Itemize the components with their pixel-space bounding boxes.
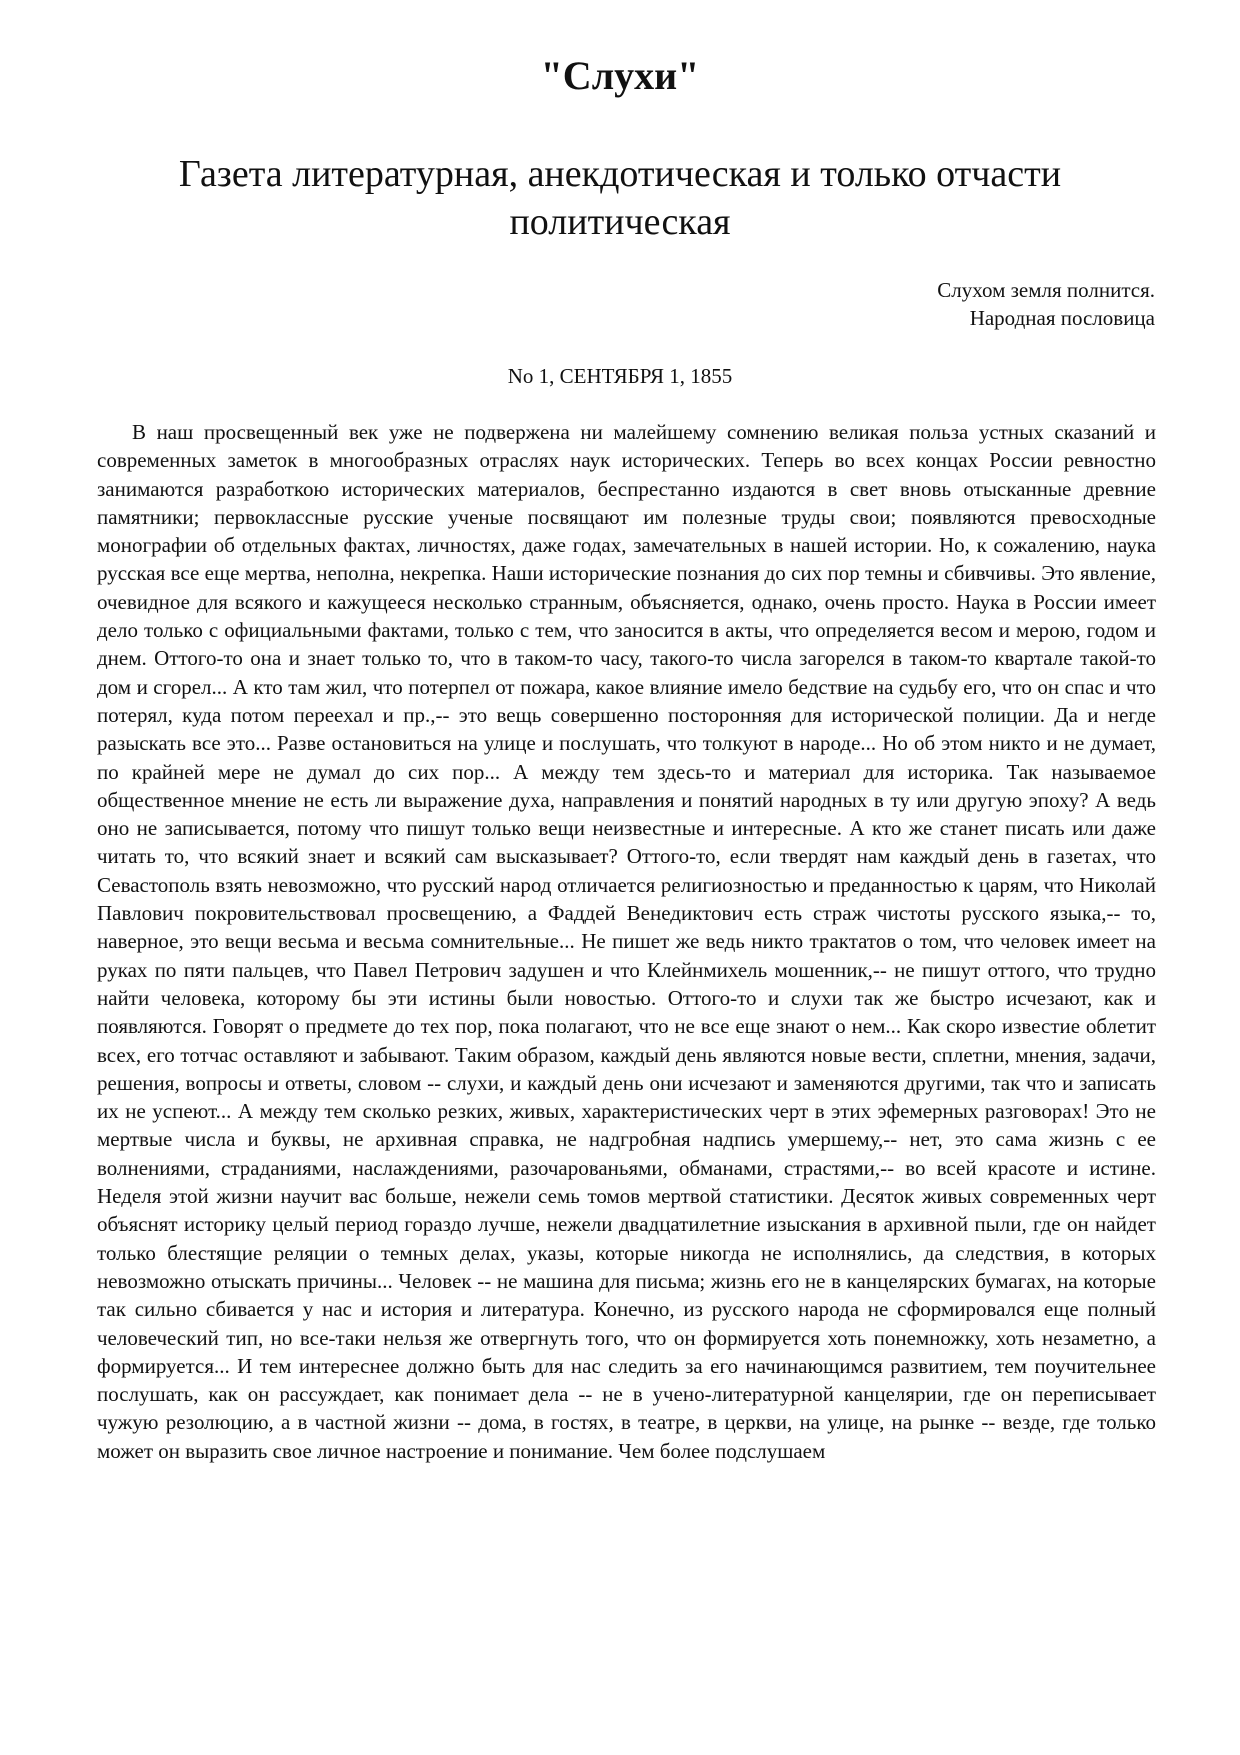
body-paragraph: В наш просвещенный век уже не подвержена ни малейшему сомнению великая польза устных сказаний и современных заметок в многообразных отраслях наук исторических. Теперь во всех концах России ревностно занимаются разработкою исторических материалов, беспрестанно издаются в свет вновь отысканные древние памятники; первоклассные русские ученые посвящают им полезные труды свои; появляются превосходные монографии об отдельных фактах, личностях, даже годах, замечательных в нашей истории. Но, к сожалению, наука русская все еще мертва, неполна, некрепка. Наши исторические познания до сих пор темны и сбивчивы. Это явление, очевидное для всякого и кажущееся несколько странным, объясняется, однако, очень просто. Наука в России имеет дело только с официальными фактами, только с тем, что заносится в акты, что определяется весом и мерою, годом и днем. Оттого-то она и знает только то, что в таком-то часу, такого-то числа загорелся в таком-то квартале такой-то дом и сгорел... А кто там жил, что потерпел от пожара, какое влияние имело бедствие на судьбу его, что он спас и что потерял, куда потом переехал и пр.,-- это вещь совершенно посторонняя для исторической полиции. Да и негде разыскать все это... Разве остановиться на улице и послушать, что толкуют в народе... Но об этом никто и не думает, по крайней мере не думал до сих пор... А между тем здесь-то и материал для историка. Так называемое общественное мнение не есть ли выражение духа, направления и понятий народных в ту или другую эпоху? А ведь оно не записывается, потому что пишут только вещи неизвестные и интересные. А кто же станет писать или даже читать то, что всякий знает и всякий сам высказывает? Оттого-то, если твердят нам каждый день в газетах, что Севастополь взять невозможно, что русский народ отличается религиозностью и преданностью к царям, что Николай Павлович покровительствовал просвещению, а Фаддей Венедиктович есть страж чистоты русского языка,-- то, наверное, это вещи весьма и весьма сомнительные... Не пишет же ведь никто трактатов о том, что человек имеет на руках по пяти пальцев, что Павел Петрович задушен и что Клейнмихель мошенник,-- не пишут оттого, что трудно найти человека, которому бы эти истины были новостью. Оттого-то и слухи так же быстро исчезают, как и появляются. Говорят о предмете до тех пор, пока полагают, что не все еще знают о нем... Как скоро известие облетит всех, его тотчас оставляют и забывают. Таким образом, каждый день являются новые вести, сплетни, мнения, задачи, решения, вопросы и ответы, словом -- слухи, и каждый день они исчезают и заменяются другими, так что и записать их не успеют... А между тем сколько резких, живых, характеристических черт в этих эфемерных разговорах! Это не мертвые числа и буквы, не архивная справка, не надгробная надпись умершему,-- нет, это сама жизнь с ее волнениями, страданиями, наслаждениями, разочарованьями, обманами, страстями,-- во всей красоте и истине. Неделя этой жизни научит вас больше, нежели семь томов мертвой статистики. Десяток живых современных черт объяснят историку целый период гораздо лучше, нежели двадцатилетние изыскания в архивной пыли, где он найдет только блестящие реляции о темных делах, указы, которые никогда не исполнялись, да следствия, в которых невозможно отыскать причины... Человек -- не машина для письма; жизнь его не в канцелярских бумагах, на которые так сильно сбивается у нас и история и литература. Конечно, из русского народа не сформировался еще полный человеческий тип, но все-таки нельзя же отвергнуть того, что он формируется хоть понемножку, хоть незаметно, а формируется... И тем интереснее должно быть для нас следить за его начинающимся развитием, тем поучительнее послушать, как он рассуждает, как понимает дела -- не в учено-литературной канцелярии, где он переписывает чужую резолюцию, а в частной жизни -- дома, в гостях, в театре, в церкви, на улице, на рынке -- везде, где только может он выразить свое личное настроение и понимание. Чем более подслушаем [97,420,1156,1463]
document-title: "Слухи" [540,53,700,98]
document-subtitle: Газета литературная, анекдотическая и только отчасти политическая [178,153,1062,243]
epigraph-text: Слухом земля полнится. [937,278,1155,302]
issue-dateline: No 1, СЕНТЯБРЯ 1, 1855 [507,364,733,388]
epigraph [937,276,1155,332]
epigraph-source: Народная пословица [969,306,1155,330]
